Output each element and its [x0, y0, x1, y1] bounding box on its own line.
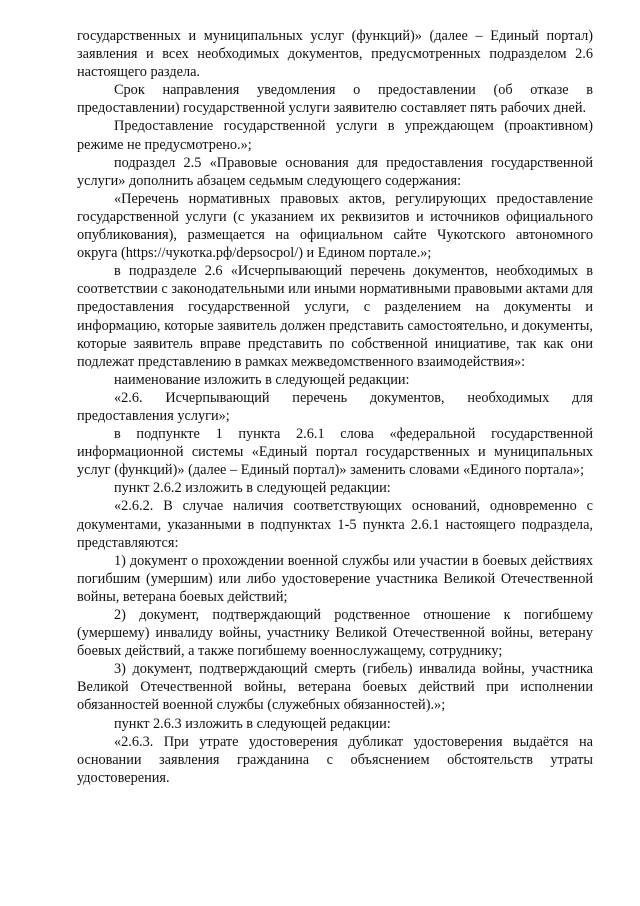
paragraph: государственных и муниципальных услуг (функций)» (далее – Единый портал) заявления и всех необходимых документов, предусмотренных подразделом 2.6 настоящего раздела.: [77, 28, 593, 81]
paragraph: наименование изложить в следующей редакции:: [114, 371, 410, 388]
paragraph: подраздел 2.5 «Правовые основания для предоставления государственной услуги» дополнить абзацем седьмым следующего содержания:: [77, 154, 593, 189]
paragraph: 3) документ, подтверждающий смерть (гибель) инвалида войны, участника Великой Отечественной войны, ветерана боевых действий при исполнении обязанностей военной службы (служебных обязанностей).»;: [77, 661, 593, 714]
paragraph: Срок направления уведомления о предоставлении (об отказе в предоставлении) государственной услуги заявителю составляет пять рабочих дней.: [77, 82, 593, 117]
paragraph: «Перечень нормативных правовых актов, регулирующих предоставление государственной услуги (с указанием их реквизитов и источников официального опубликования), размещается на официальном сайте Чукотского автономного округа (https://чукотка.рф/depsocpol/) и Едином портале.»;: [77, 190, 593, 262]
paragraph: в подпункте 1 пункта 2.6.1 слова «федеральной государственной информационной системы «Единый портал государственных и муниципальных услуг (функций)» (далее – Единый портал)» заменить словами «Единого портала»;: [77, 426, 593, 479]
paragraph: «2.6. Исчерпывающий перечень документов, необходимых для предоставления услуги»;: [77, 389, 593, 424]
paragraph: 2) документ, подтверждающий родственное отношение к погибшему (умершему) инвалиду войны, участнику Великой Отечественной войны, ветерану боевых действий, а также погибшему военнослужащему, сотруднику;: [77, 607, 593, 660]
paragraph: пункт 2.6.2 изложить в следующей редакции:: [114, 480, 391, 497]
paragraph: 1) документ о прохождении военной службы или участии в боевых действиях погибшим (умершим) или либо удостоверение участника Великой Отечественной войны, ветерана боевых действий;: [77, 552, 593, 605]
paragraph: «2.6.2. В случае наличия соответствующих оснований, одновременно с документами, указанными в подпунктах 1-5 пункта 2.6.1 настоящего подраздела, представляются:: [77, 498, 593, 551]
document-body: [77, 27, 593, 787]
paragraph: Предоставление государственной услуги в упреждающем (проактивном) режиме не предусмотрено.»;: [77, 118, 593, 153]
paragraph: в подразделе 2.6 «Исчерпывающий перечень документов, необходимых в соответствии с законодательными или иными нормативными правовыми актами для предоставления государственной услуги, с разделением на документы и информацию, которые заявитель должен представить самостоятельно, и документы, которые заявитель вправе представить по собственной инициативе, так как они подлежат представлению в рамках межведомственного взаимодействия»:: [77, 263, 593, 370]
paragraph: пункт 2.6.3 изложить в следующей редакции:: [114, 715, 391, 732]
paragraph: «2.6.3. При утрате удостоверения дубликат удостоверения выдаётся на основании заявления гражданина с объяснением обстоятельств утраты удостоверения.: [77, 733, 593, 786]
